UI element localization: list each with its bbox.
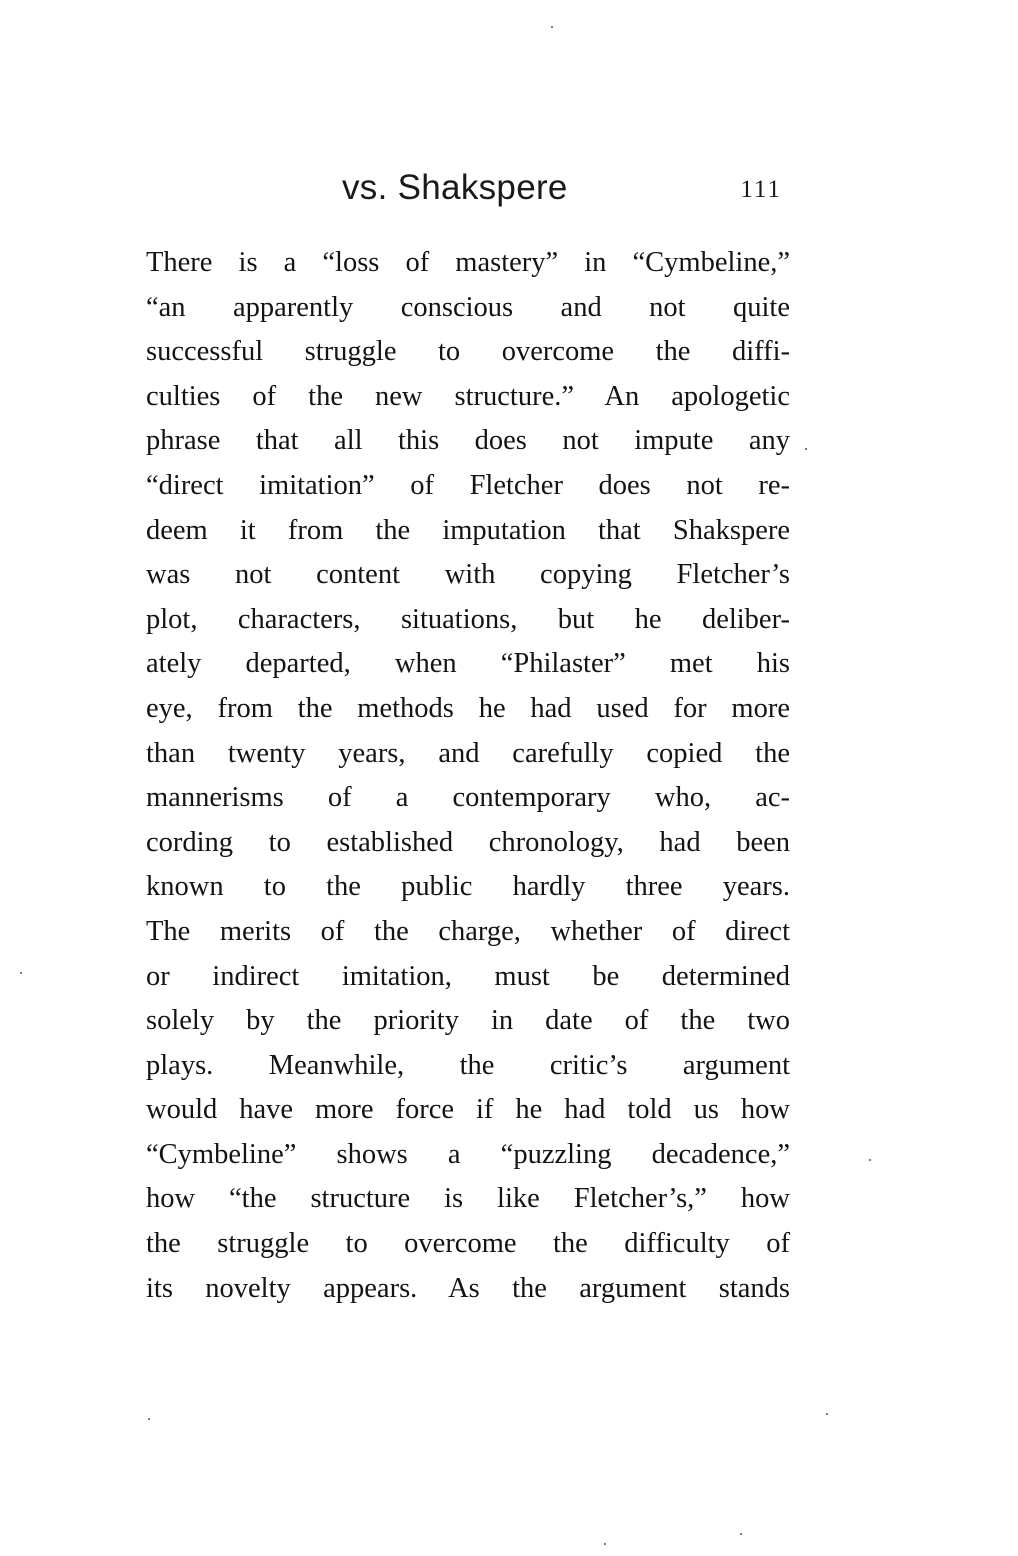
text-line: “direct imitation” of Fletcher does not re- [146,469,790,501]
text-line: phrase that all this does not impute any [146,425,790,457]
text-line: “Cymbeline” shows a “puzzling decadence,” [146,1138,790,1170]
text-line: cording to established chronology, had been [146,826,790,858]
scan-speck [604,1543,606,1545]
text-line: was not content with copying Fletcher’s [146,559,790,591]
scan-speck [805,448,807,450]
text-line: solely by the priority in date of the two [146,1005,790,1037]
text-line: eye, from the methods he had used for more [146,692,790,724]
text-line: culties of the new structure.” An apologetic [146,380,790,412]
text-line: deem it from the imputation that Shakspere [146,514,790,546]
text-line: plot, characters, situations, but he deliber- [146,603,790,635]
running-title: vs. Shakspere [342,168,568,207]
text-line: its novelty appears. As the argument stands [146,1272,790,1304]
text-line: how “the structure is like Fletcher’s,” how [146,1183,790,1215]
text-line: The merits of the charge, whether of direct [146,915,790,947]
text-line: than twenty years, and carefully copied the [146,737,790,769]
scan-speck [826,1413,828,1415]
scan-speck [551,26,553,28]
text-line: successful struggle to overcome the diffi- [146,336,790,368]
scan-speck [740,1533,742,1535]
text-line: known to the public hardly three years. [146,871,790,903]
text-line: “an apparently conscious and not quite [146,291,790,323]
scan-speck [869,1159,871,1161]
running-head [146,168,790,218]
text-line: mannerisms of a contemporary who, ac- [146,782,790,814]
page-number: 111 [740,176,782,203]
scan-speck [148,1418,150,1420]
text-line: would have more force if he had told us how [146,1094,790,1126]
text-line: the struggle to overcome the difficulty of [146,1228,790,1260]
scan-speck [20,972,22,974]
text-line: plays. Meanwhile, the critic’s argument [146,1049,790,1081]
body-text [146,241,790,1311]
text-line: There is a “loss of mastery” in “Cymbeline,” [146,247,790,278]
text-line: or indirect imitation, must be determined [146,960,790,992]
text-line: ately departed, when “Philaster” met his [146,648,790,680]
